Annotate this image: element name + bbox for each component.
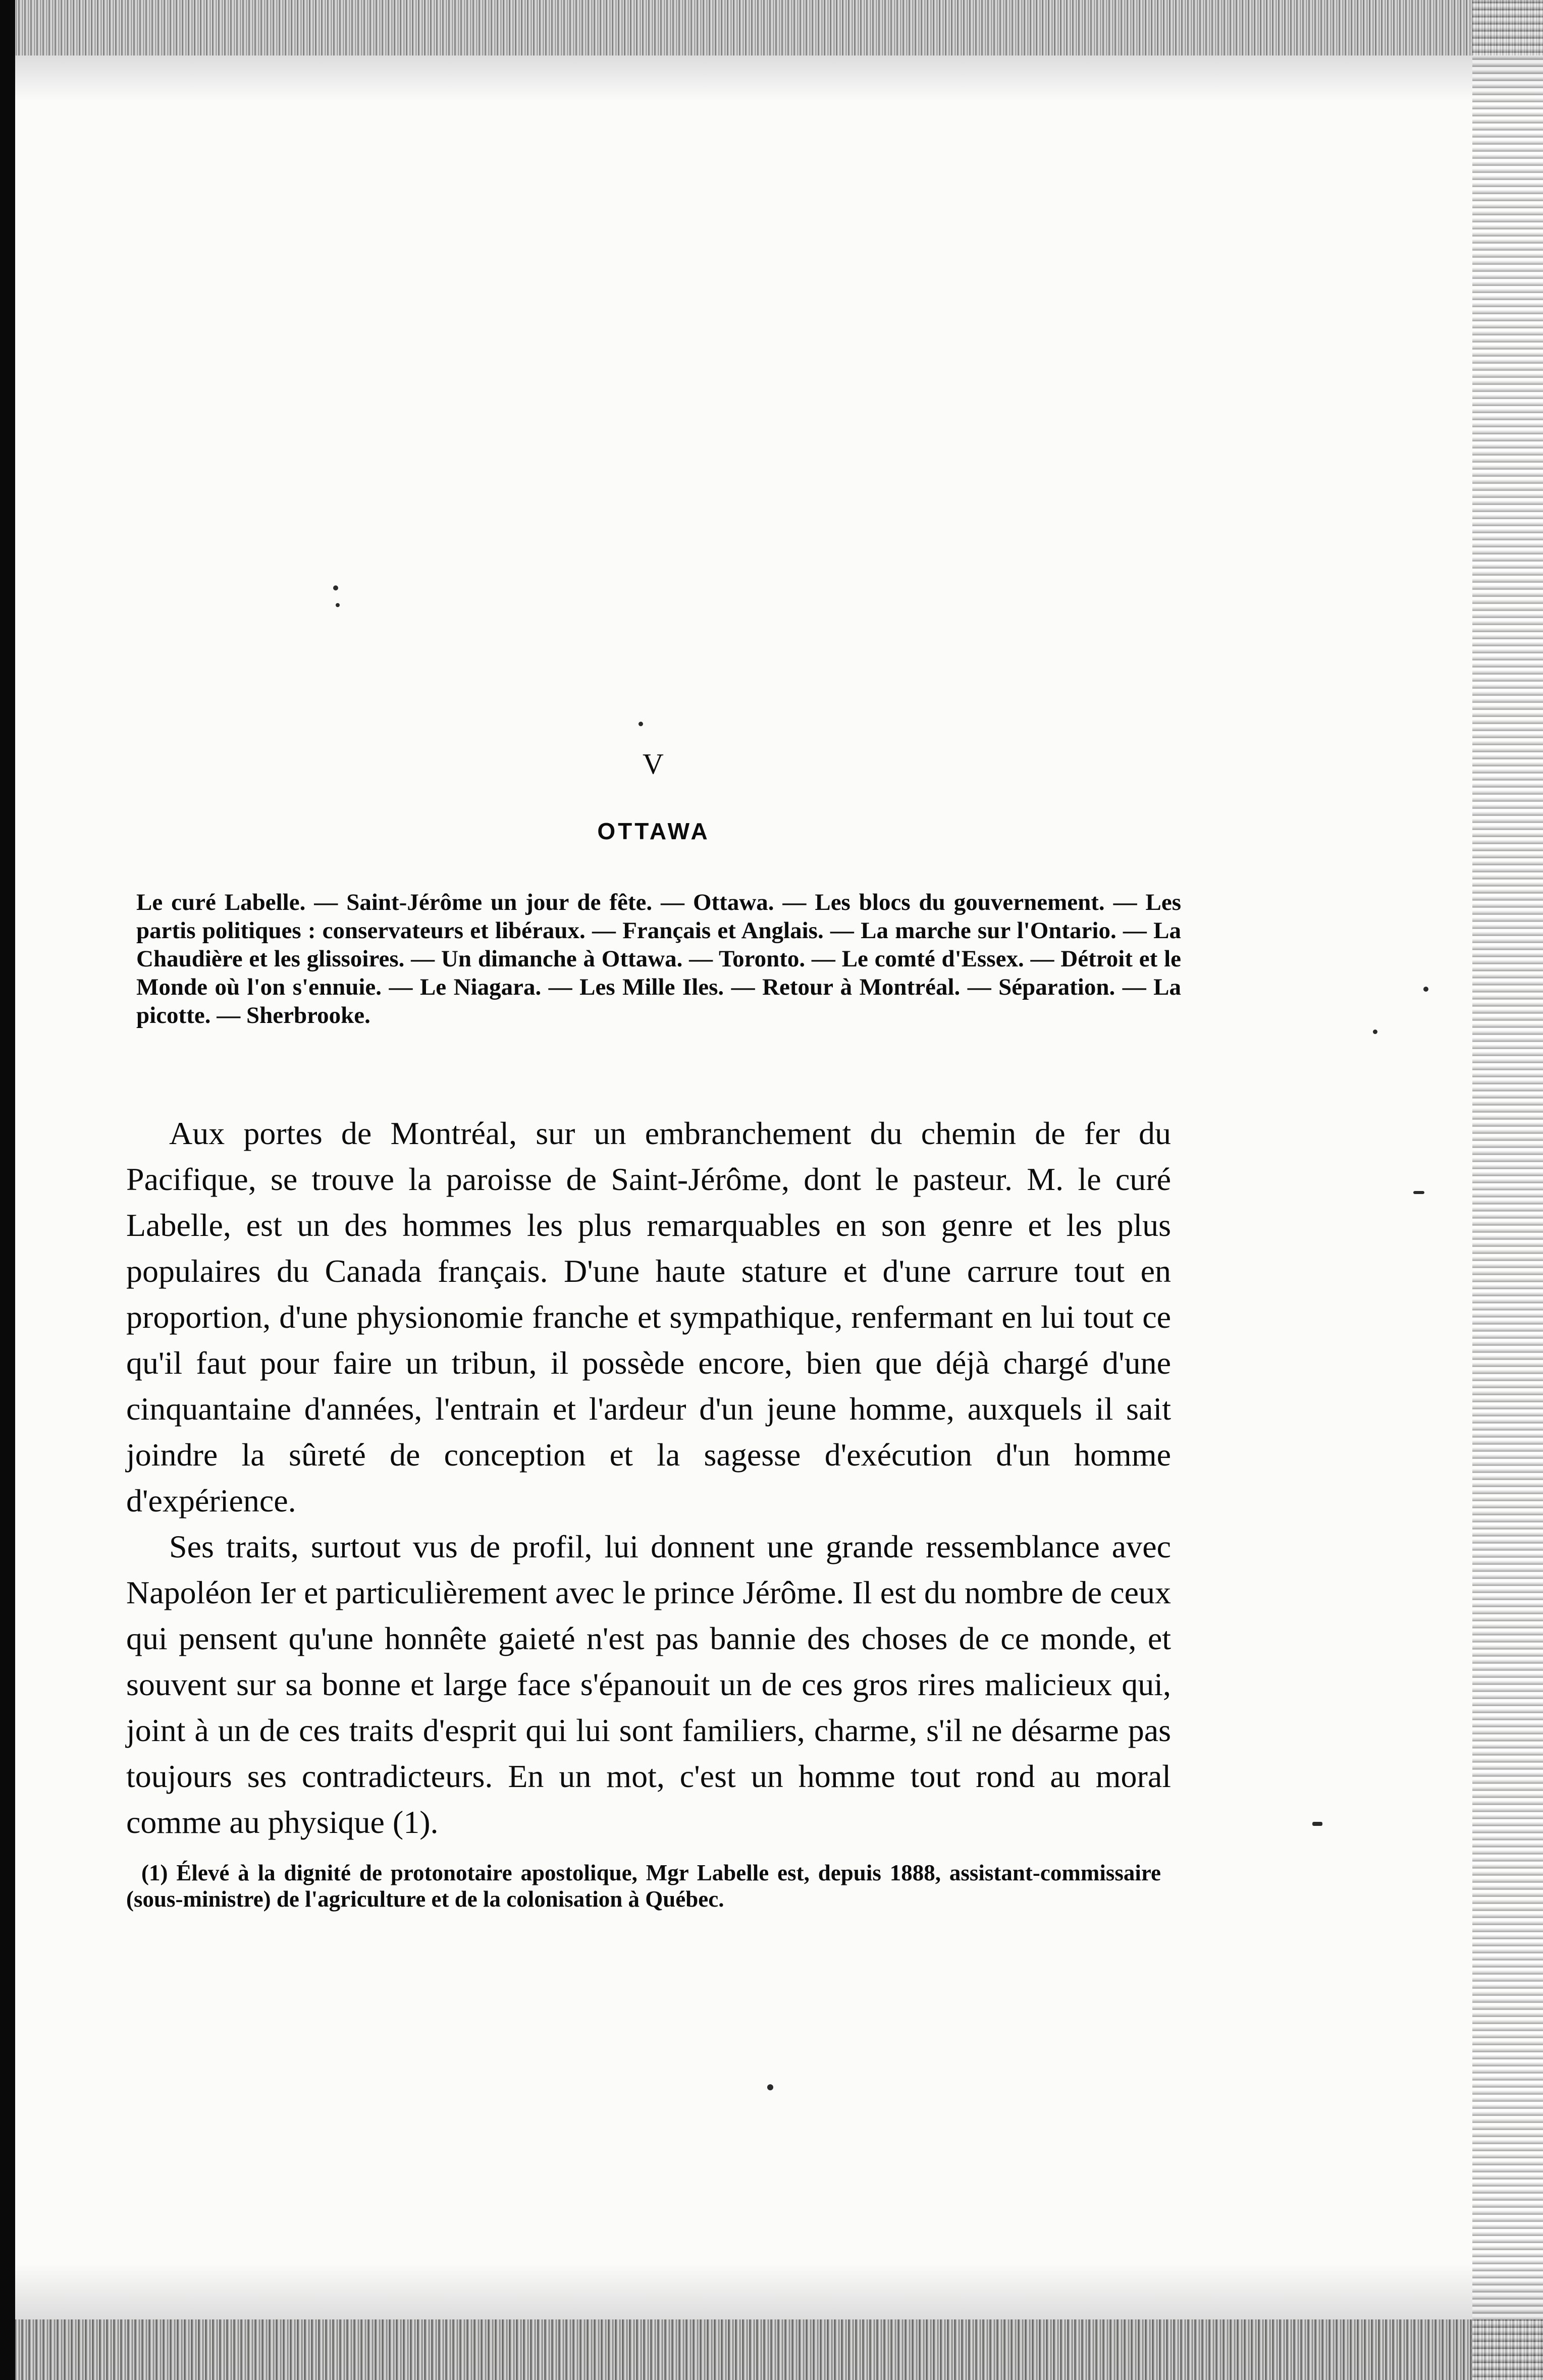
paragraph-1: Aux portes de Montréal, sur un embranchement du chemin de fer du Pacifique, se trouve la paroisse de Saint-Jérôme, dont le pasteur. M. le curé Labelle, est un des hommes les plus remarquables en son genre et les plus populaires du Canada français. D'une haute stature et d'une carrure tout en proportion, d'une physionomie franche et sympathique, renfermant en lui tout ce qu'il faut pour faire un tribun, il possède encore, bien que déjà chargé d'une cinquantaine d'années, l'entrain et l'ardeur d'un jeune homme, auxquels il sait joindre la sûreté de conception et la sagesse d'exécution d'un homme d'expérience. (126, 1115, 1171, 1519)
page-content (126, 0, 1181, 2380)
scan-edge-right (1472, 0, 1543, 2380)
footnote: (1) Élevé à la dignité de protonotaire apostolique, Mgr Labelle est, depuis 1888, assistant-commissaire (sous-ministre) de l'agriculture et de la colonisation à Québec. (126, 1860, 1161, 1912)
chapter-number: V (643, 747, 665, 780)
chapter-summary: Le curé Labelle. — Saint-Jérôme un jour de fête. — Ottawa. — Les blocs du gouvernement. — Les partis politiques : conservateurs et libéraux. — Français et Anglais. — La marche sur l'Ontario. — La Chaudière et les glissoires. — Un dimanche à Ottawa. — Toronto. — Le comté d'Essex. — Détroit et le Monde où l'on s'ennuie. — Le Niagara. — Les Mille Iles. — Retour à Montréal. — Séparation. — La picotte. — Sherbrooke. (136, 889, 1181, 1029)
chapter-title: OTTAWA (597, 818, 710, 844)
scan-speck (1373, 1030, 1377, 1034)
paragraph-2: Ses traits, surtout vus de profil, lui donnent une grande ressemblance avec Napoléon Ier et particulièrement avec le prince Jérôme. Il est du nombre de ceux qui pensent qu'une honnête gaieté n'est pas bannie des choses de ce monde, et souvent sur sa bonne et large face s'épanouit un de ces gros rires malicieux qui, joint à un de ces traits d'esprit qui lui sont familiers, charme, s'il ne désarme pas toujours ses contradicteurs. En un mot, c'est un homme tout rond au moral comme au physique (1). (126, 1529, 1171, 1840)
body-text (126, 1110, 1171, 1845)
scan-speck (1312, 1822, 1322, 1826)
scan-speck (1413, 1191, 1424, 1194)
paragraph-2-text: Ses traits, surtout vus de profil, lui donnent une grande ressemblance avec Napoléon Ier et particulièrement avec le prince Jérôme. Il est du nombre de ceux qui pensent qu'une honnête gaieté n'est pas bannie des choses de ce monde, et souvent sur sa bonne et large face s'épanouit un de ces gros rires malicieux qui, joint à un de ces traits d'esprit qui lui sont familiers, charme, s'il ne désarme pas toujours ses contradicteurs. En un mot, c'est un homme tout rond au moral comme au physique (126, 1529, 1171, 1840)
scan-edge-left (0, 0, 15, 2380)
scan-speck (1423, 987, 1428, 992)
footnote-reference: (1) (392, 1804, 431, 1840)
